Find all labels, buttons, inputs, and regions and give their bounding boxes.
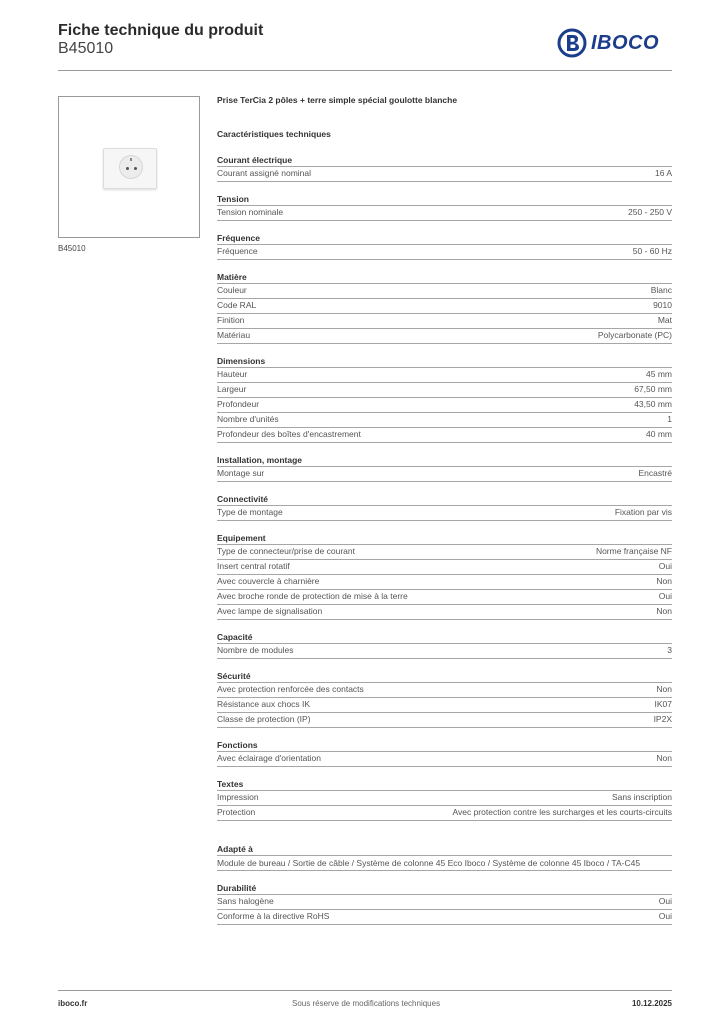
section-title: Capacité xyxy=(217,632,253,642)
section-rows xyxy=(217,205,672,221)
spec-row xyxy=(217,412,672,427)
spec-row xyxy=(217,205,672,221)
spec-value: Oui xyxy=(658,911,672,921)
spec-value: Blanc xyxy=(650,285,672,295)
section-rows xyxy=(217,283,672,344)
spec-label: Conforme à la directive RoHS xyxy=(217,911,330,921)
spec-row xyxy=(217,466,672,482)
spec-label: Matériau xyxy=(217,330,251,340)
spec-value: 250 - 250 V xyxy=(628,207,672,217)
spec-value: 50 - 60 Hz xyxy=(632,246,672,256)
page-title: Fiche technique du produit xyxy=(58,22,264,39)
footer-date: 10.12.2025 xyxy=(631,999,672,1008)
section-title: Courant électrique xyxy=(217,155,293,165)
spec-row xyxy=(217,682,672,697)
section-rows xyxy=(217,855,672,871)
logo-text: IBOCO xyxy=(591,31,660,54)
spec-label: Finition xyxy=(217,315,245,325)
adapted-section xyxy=(217,843,672,871)
section-rows xyxy=(217,682,672,728)
section-title: Fréquence xyxy=(217,233,260,243)
section-title: Textes xyxy=(217,779,244,789)
spec-value: IP2X xyxy=(653,714,672,724)
spec-row xyxy=(217,643,672,659)
spec-value: 45 mm xyxy=(646,369,672,379)
spec-section xyxy=(217,154,672,182)
section-rows xyxy=(217,466,672,482)
spec-label: Classe de protection (IP) xyxy=(217,714,311,724)
spec-value: Avec protection contre les surcharges et les courts-circuits xyxy=(452,807,672,817)
spec-value: Fixation par vis xyxy=(614,507,672,517)
section-rows xyxy=(217,751,672,767)
spec-label: Hauteur xyxy=(217,369,248,379)
section-title: Adapté à xyxy=(217,844,253,854)
spec-label: Nombre d'unités xyxy=(217,414,279,424)
spec-row xyxy=(217,544,672,559)
spec-section xyxy=(217,778,672,821)
pin-hole-left xyxy=(126,167,129,170)
section-title: Tension xyxy=(217,194,249,204)
spec-label: Largeur xyxy=(217,384,247,394)
footer-site: iboco.fr xyxy=(58,999,88,1008)
spec-row xyxy=(217,790,672,805)
spec-row xyxy=(217,283,672,298)
spec-label: Protection xyxy=(217,807,256,817)
spec-value: Polycarbonate (PC) xyxy=(597,330,672,340)
section-rows xyxy=(217,166,672,182)
product-image xyxy=(58,96,200,238)
spec-section xyxy=(217,454,672,482)
spec-row xyxy=(217,909,672,925)
pin-hole-right xyxy=(134,167,137,170)
product-reference: B45010 xyxy=(58,40,114,57)
spec-label: Type de connecteur/prise de courant xyxy=(217,546,355,556)
spec-row xyxy=(217,559,672,574)
spec-value: Non xyxy=(656,576,672,586)
spec-value: Mat xyxy=(657,315,672,325)
spec-row xyxy=(217,328,672,344)
spec-row xyxy=(217,894,672,909)
spec-value: 3 xyxy=(667,645,672,655)
spec-row xyxy=(217,505,672,521)
spec-value: Oui xyxy=(658,561,672,571)
footer-notice: Sous réserve de modifications techniques xyxy=(292,999,441,1008)
section-rows xyxy=(217,244,672,260)
spec-section xyxy=(217,232,672,260)
section-title: Fonctions xyxy=(217,740,258,750)
section-rows xyxy=(217,790,672,821)
spec-label: Résistance aux chocs IK xyxy=(217,699,311,709)
spec-label: Profondeur des boîtes d'encastrement xyxy=(217,429,361,439)
image-caption: B45010 xyxy=(58,244,86,253)
spec-value: Non xyxy=(656,684,672,694)
spec-section xyxy=(217,532,672,620)
spec-label: Nombre de modules xyxy=(217,645,294,655)
spec-row xyxy=(217,855,672,871)
iboco-logo xyxy=(557,28,659,58)
spec-row xyxy=(217,805,672,821)
spec-label: Avec lampe de signalisation xyxy=(217,606,323,616)
section-title: Sécurité xyxy=(217,671,251,681)
spec-row xyxy=(217,244,672,260)
spec-label: Avec broche ronde de protection de mise à la terre xyxy=(217,591,408,601)
spec-label: Avec éclairage d'orientation xyxy=(217,753,322,763)
spec-value: Norme française NF xyxy=(595,546,672,556)
spec-label: Montage sur xyxy=(217,468,265,478)
section-title: Matière xyxy=(217,272,247,282)
spec-section xyxy=(217,193,672,221)
iboco-b-icon xyxy=(557,28,587,58)
spec-row xyxy=(217,166,672,182)
spec-value: 1 xyxy=(667,414,672,424)
spec-section xyxy=(217,739,672,767)
spec-label: Impression xyxy=(217,792,259,802)
spec-value: 9010 xyxy=(653,300,672,310)
spec-value: Oui xyxy=(658,896,672,906)
spec-label: Tension nominale xyxy=(217,207,284,217)
section-rows xyxy=(217,643,672,659)
section-rows xyxy=(217,505,672,521)
socket-illustration xyxy=(103,148,157,189)
spec-row xyxy=(217,697,672,712)
spec-label: Couleur xyxy=(217,285,247,295)
spec-row xyxy=(217,427,672,443)
spec-label: Avec protection renforcée des contacts xyxy=(217,684,364,694)
spec-value: 16 A xyxy=(654,168,672,178)
socket-face xyxy=(119,155,143,179)
characteristics-title: Caractéristiques techniques xyxy=(217,129,331,139)
spec-value: Non xyxy=(656,606,672,616)
footer-divider xyxy=(58,990,672,991)
spec-row xyxy=(217,712,672,728)
spec-content xyxy=(217,95,672,925)
spec-value: IK07 xyxy=(654,699,672,709)
spec-label: Courant assigné nominal xyxy=(217,168,312,178)
earth-pin xyxy=(130,158,132,161)
spec-label: Sans halogène xyxy=(217,896,274,906)
spec-value: Encastré xyxy=(638,468,672,478)
adapted-text: Module de bureau / Sortie de câble / Système de colonne 45 Eco Iboco / Système de colonne 45 Iboco / TA-C45 xyxy=(217,858,641,868)
spec-row xyxy=(217,574,672,589)
section-rows xyxy=(217,544,672,620)
spec-label: Profondeur xyxy=(217,399,260,409)
spec-row xyxy=(217,367,672,382)
spec-value: 67,50 mm xyxy=(634,384,672,394)
section-title: Equipement xyxy=(217,533,266,543)
spec-section xyxy=(217,493,672,521)
spec-section xyxy=(217,631,672,659)
spec-sections xyxy=(217,154,672,821)
spec-section xyxy=(217,670,672,728)
spec-label: Type de montage xyxy=(217,507,283,517)
spec-value: Oui xyxy=(658,591,672,601)
durability-section xyxy=(217,882,672,925)
spec-value: Sans inscription xyxy=(611,792,672,802)
spec-row xyxy=(217,589,672,604)
spec-row xyxy=(217,313,672,328)
spec-row xyxy=(217,604,672,620)
spec-section xyxy=(217,355,672,443)
spec-row xyxy=(217,382,672,397)
spec-label: Insert central rotatif xyxy=(217,561,290,571)
section-title: Durabilité xyxy=(217,883,257,893)
product-name: Prise TerCia 2 pôles + terre simple spécial goulotte blanche xyxy=(217,95,458,105)
spec-row xyxy=(217,298,672,313)
spec-value: 40 mm xyxy=(646,429,672,439)
spec-row xyxy=(217,397,672,412)
header-divider xyxy=(58,70,672,71)
section-title: Installation, montage xyxy=(217,455,303,465)
section-title: Dimensions xyxy=(217,356,266,366)
spec-label: Avec couvercle à charnière xyxy=(217,576,320,586)
spec-value: 43,50 mm xyxy=(634,399,672,409)
section-rows xyxy=(217,894,672,925)
spec-section xyxy=(217,271,672,344)
spec-value: Non xyxy=(656,753,672,763)
spec-label: Fréquence xyxy=(217,246,258,256)
section-title: Connectivité xyxy=(217,494,269,504)
section-rows xyxy=(217,367,672,443)
spec-row xyxy=(217,751,672,767)
spec-label: Code RAL xyxy=(217,300,257,310)
